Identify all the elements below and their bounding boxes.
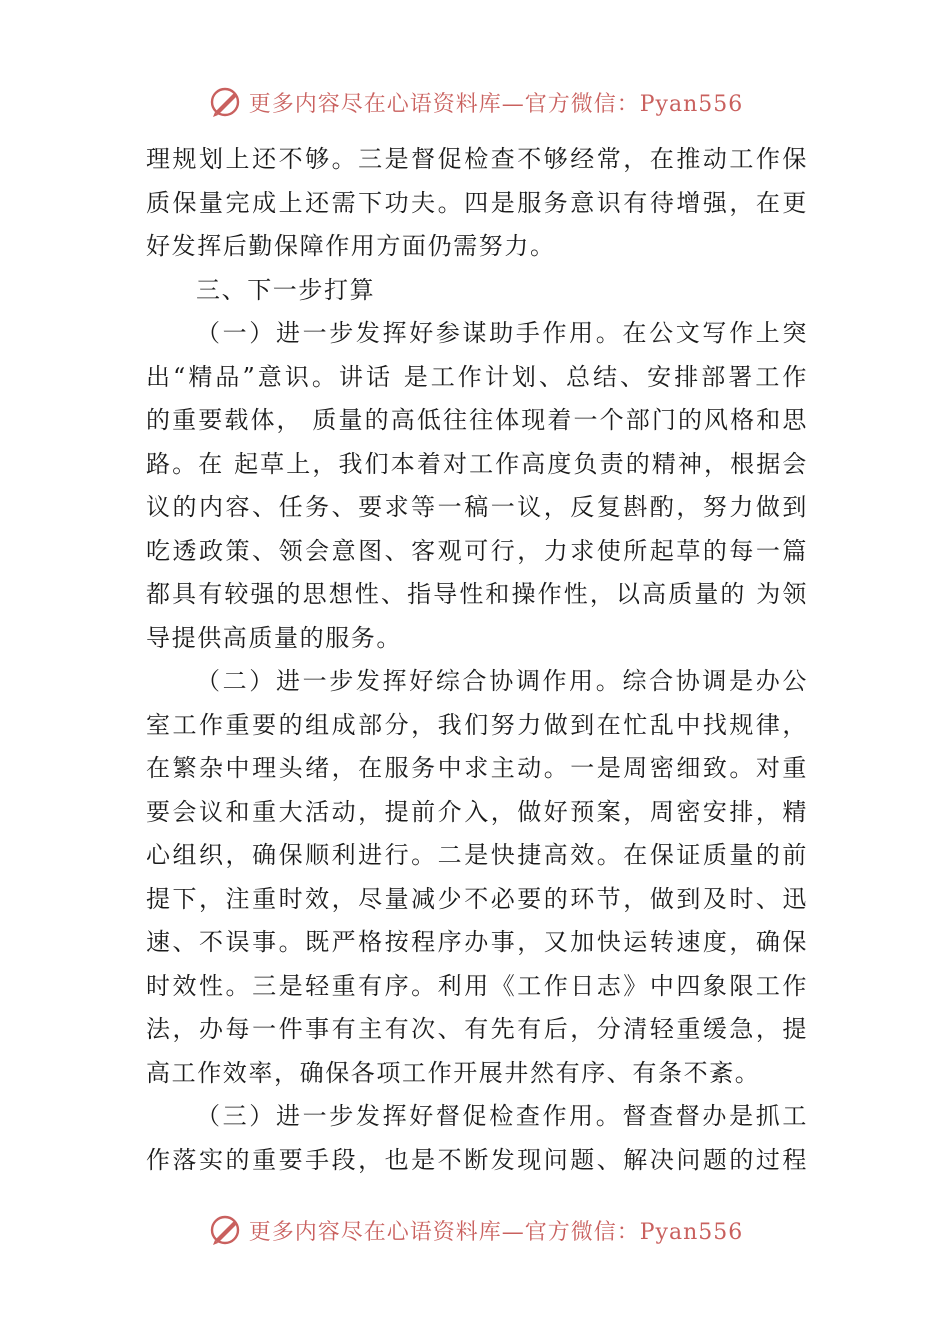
text-line: 路。在 起草上，我们本着对工作高度负责的精神，根据会 (146, 449, 808, 478)
pen-circle-logo-icon (207, 84, 243, 120)
text-line: 议的内容、任务、要求等一稿一议，反复斟酌，努力做到 (146, 493, 808, 521)
pen-circle-logo-icon (207, 1212, 243, 1248)
text-line: （三）进一步发挥好督促检查作用。督查督办是抓工 (196, 1102, 808, 1130)
text-line: 吃透政策、领会意图、客观可行，力求使所起草的每一篇 (146, 536, 808, 565)
text-line: 法，办每一件事有主有次、有先有后，分清轻重缓急，提 (146, 1015, 808, 1043)
text-line: 都具有较强的思想性、指导性和操作性，以高质量的 为领 (146, 580, 808, 608)
watermark-text: 更多内容尽在心语资料库—官方微信：Pyan556 (248, 1219, 744, 1245)
watermark-text: 更多内容尽在心语资料库—官方微信：Pyan556 (248, 91, 744, 117)
text-line: 时效性。三是轻重有序。利用《工作日志》中四象限工作 (146, 971, 808, 1000)
text-line: （一）进一步发挥好参谋助手作用。在公文写作上突 (196, 319, 808, 347)
text-line: 理规划上还不够。三是督促检查不够经常，在推动工作保 (146, 145, 808, 173)
text-line: 心组织，确保顺利进行。二是快捷高效。在保证质量的前 (146, 841, 808, 869)
footer-watermark (0, 1208, 950, 1252)
section-heading: 三、下一步打算 (196, 275, 376, 304)
text-line: 出“精品”意识。讲话 是工作计划、总结、安排部署工作 (146, 362, 808, 391)
text-line: 要会议和重大活动，提前介入，做好预案，周密安排，精 (146, 797, 808, 826)
header-watermark (0, 80, 950, 124)
text-line: 速、不误事。既严格按程序办事，又加快运转速度，确保 (146, 928, 808, 956)
text-line: 质保量完成上还需下功夫。四是服务意识有待增强，在更 (146, 188, 808, 217)
text-line: 好发挥后勤保障作用方面仍需努力。 (146, 232, 556, 260)
text-line: 高工作效率，确保各项工作开展井然有序、有条不紊。 (146, 1058, 761, 1087)
text-line: 室工作重要的组成部分，我们努力做到在忙乱中找规律， (146, 710, 808, 739)
text-line: 在繁杂中理头绪，在服务中求主动。一是周密细致。对重 (146, 754, 808, 782)
text-line: 的重要载体， 质量的高低往往体现着一个部门的风格和思 (146, 406, 808, 434)
document-body (146, 138, 808, 1182)
text-line: （二）进一步发挥好综合协调作用。综合协调是办公 (196, 667, 808, 695)
text-line: 作落实的重要手段，也是不断发现问题、解决问题的过程 (146, 1145, 808, 1174)
text-line: 导提供高质量的服务。 (146, 623, 402, 652)
text-line: 提下，注重时效，尽量减少不必要的环节，做到及时、迅 (146, 884, 808, 913)
